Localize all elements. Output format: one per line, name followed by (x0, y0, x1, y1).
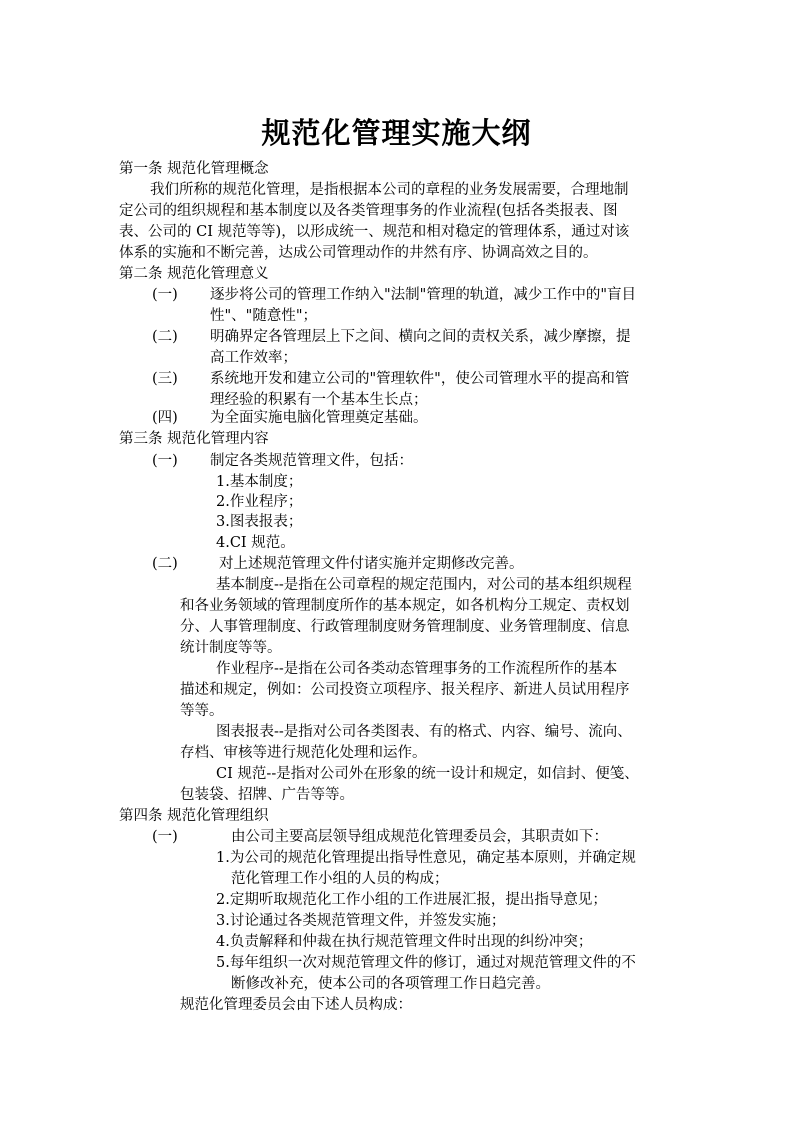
committee-duty-line: 5.每年组织一次对规范管理文件的修订，通过对规范管理文件的不 (216, 955, 636, 971)
committee-duty-line: 1.为公司的规范化管理提出指导性意见，确定基本原则，并确定规 (216, 850, 636, 866)
committee-duty-line: 3.讨论通过各类规范管理文件，并签发实施； (216, 913, 506, 929)
article-1-paragraph-line: 定公司的组织规程和基本制度以及各类管理事务的作业流程(包括各类报表、图 (119, 203, 618, 219)
article-3-subitem: 3.图表报表； (216, 514, 303, 530)
committee-duty-line: 范化管理工作小组的人员的构成； (231, 871, 449, 887)
definition-basic-line: 基本制度--是指在公司章程的规定范围内，对公司的基本组织规程 (216, 577, 632, 593)
article-1-paragraph-line: 我们所称的规范化管理，是指根据本公司的章程的业务发展需要，合理地制 (150, 182, 629, 198)
article-2-item-label: (二) (152, 329, 178, 345)
article-3-heading: 第三条 规范化管理内容 (119, 431, 269, 447)
article-4-item-label: (一) (152, 829, 178, 845)
article-1-paragraph-line: 体系的实施和不断完善，达成公司管理动作的井然有序、协调高效之目的。 (119, 245, 598, 261)
article-2-item-text: 逐步将公司的管理工作纳入"法制"管理的轨道，减少工作中的"盲目 (210, 287, 637, 303)
definition-procedure-line: 作业程序--是指在公司各类动态管理事务的工作流程所作的基本 (216, 661, 618, 677)
article-1-paragraph-line: 表、公司的 CI 规范等等)，以形成统一、规范和相对稳定的管理体系，通过对该 (119, 224, 630, 240)
definition-basic-line: 分、人事管理制度、行政管理制度财务管理制度、业务管理制度、信息 (180, 619, 630, 635)
article-3-item-label: (一) (152, 453, 178, 469)
committee-composition-line: 规范化管理委员会由下述人员构成： (180, 997, 412, 1013)
article-2-item-text: 明确界定各管理层上下之间、横向之间的责权关系，减少摩擦，提 (210, 329, 631, 345)
article-2-heading: 第二条 规范化管理意义 (119, 266, 269, 282)
article-2-item-text: 理经验的积累有一个基本生长点； (210, 392, 428, 408)
definition-chart-line: 存档、审核等进行规范化处理和运作。 (180, 745, 427, 761)
committee-duty-line: 4.负责解释和仲裁在执行规范管理文件时出现的纠纷冲突； (216, 934, 593, 950)
article-2-item-label: (一) (152, 287, 178, 303)
document-title: 规范化管理实施大纲 (261, 116, 532, 150)
article-2-item-label: (三) (152, 371, 178, 387)
article-4-heading: 第四条 规范化管理组织 (119, 808, 269, 824)
article-3-item-label: (二) (152, 556, 178, 572)
definition-chart-line: 图表报表--是指对公司各类图表、有的格式、内容、编号、流向、 (216, 724, 632, 740)
article-3-item-text: 制定各类规范管理文件，包括： (210, 453, 413, 469)
article-3-subitem: 2.作业程序； (216, 494, 303, 510)
article-2-item-text: 系统地开发和建立公司的"管理软件"，使公司管理水平的提高和管 (210, 371, 630, 387)
definition-basic-line: 和各业务领域的管理制度所作的基本规定，如各机构分工规定、责权划 (180, 598, 630, 614)
article-2-item-text: 性"、"随意性"； (210, 308, 318, 324)
definition-ci-line: 包装袋、招牌、广告等等。 (180, 787, 354, 803)
article-2-item-label: (四) (152, 410, 178, 426)
article-3-subitem: 4.CI 规范。 (216, 535, 295, 551)
article-3-item-text: 对上述规范管理文件付诸实施并定期修改完善。 (219, 556, 524, 572)
definition-procedure-line: 描述和规定，例如：公司投资立项程序、报关程序、新进人员试用程序 (180, 682, 630, 698)
article-2-item-text: 高工作效率； (210, 350, 297, 366)
committee-duty-line: 断修改补充，使本公司的各项管理工作日趋完善。 (231, 976, 550, 992)
article-2-item-text: 为全面实施电脑化管理奠定基础。 (210, 410, 428, 426)
definition-procedure-line: 等等。 (180, 703, 224, 719)
committee-duty-line: 2.定期听取规范化工作小组的工作进展汇报，提出指导意见； (216, 892, 607, 908)
definition-basic-line: 统计制度等等。 (180, 640, 282, 656)
article-4-item-text: 由公司主要高层领导组成规范化管理委员会，其职责如下： (231, 829, 608, 845)
definition-ci-line: CI 规范--是指对公司外在形象的统一设计和规定，如信封、便笺、 (216, 766, 639, 782)
article-1-heading: 第一条 规范化管理概念 (119, 161, 269, 177)
article-3-subitem: 1.基本制度； (216, 474, 303, 490)
